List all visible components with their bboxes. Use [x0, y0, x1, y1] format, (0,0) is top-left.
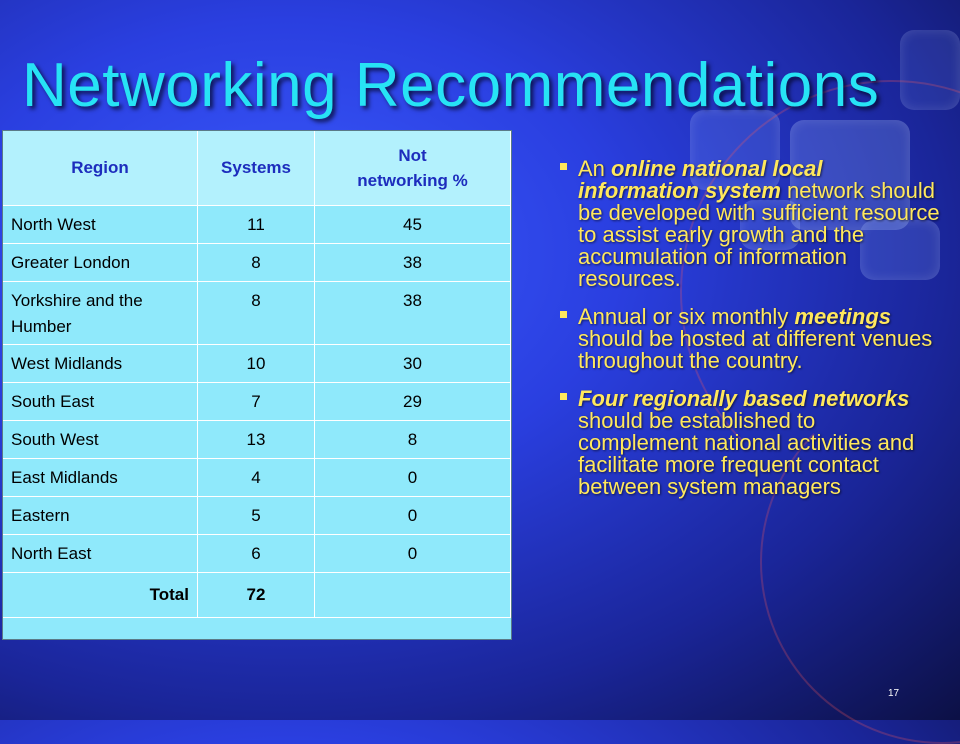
table-row	[3, 282, 511, 345]
table-total-row	[3, 573, 511, 618]
table-row	[3, 497, 511, 535]
cell-systems: 13	[198, 421, 315, 459]
cell-pct: 38	[315, 244, 511, 282]
cell-pct: 0	[315, 535, 511, 573]
bullet-square-icon	[560, 163, 567, 170]
cell-systems: 5	[198, 497, 315, 535]
cell-region: North West	[3, 206, 198, 244]
bullet-text-plain: An	[578, 156, 612, 181]
slide-title: Networking Recommendations	[22, 51, 880, 120]
cell-region: North East	[3, 535, 198, 573]
recommendation-list	[560, 158, 940, 514]
cell-pct: 45	[315, 206, 511, 244]
cell-region: South East	[3, 383, 198, 421]
cell-systems: 4	[198, 459, 315, 497]
bullet-text-plain: should be established to complement national activities and facilitate more frequent contact between system managers	[578, 408, 915, 499]
cell-systems: 10	[198, 345, 315, 383]
cell-pct: 38	[315, 282, 511, 345]
header-systems: Systems	[198, 131, 315, 206]
cell-region: Yorkshire and the Humber	[3, 282, 198, 345]
bullet-text-emphasis: meetings	[794, 304, 892, 329]
cell-systems: 8	[198, 282, 315, 345]
cell-pct: 0	[315, 459, 511, 497]
table-header-row	[3, 131, 511, 206]
page-number: 17	[888, 688, 900, 699]
bullet-text-plain: Annual or six monthly	[578, 304, 795, 329]
cell-systems: 8	[198, 244, 315, 282]
bullet-text-emphasis: online national local information system	[578, 156, 823, 203]
table-row	[3, 244, 511, 282]
table-row	[3, 421, 511, 459]
cell-total-pct	[315, 573, 511, 618]
region-table	[2, 130, 512, 640]
cell-region: West Midlands	[3, 345, 198, 383]
list-item	[560, 388, 940, 498]
cell-pct: 30	[315, 345, 511, 383]
cell-total-systems: 72	[198, 573, 315, 618]
bullet-text-plain: should be hosted at different venues throughout the country.	[578, 326, 933, 373]
cell-systems: 6	[198, 535, 315, 573]
bullet-square-icon	[560, 311, 567, 318]
cell-region: South West	[3, 421, 198, 459]
list-item	[560, 306, 940, 372]
header-not-networking: Not networking %	[315, 131, 511, 206]
header-region: Region	[3, 131, 198, 206]
bullet-text-plain: network should be developed with sufficient resource to assist early growth and the accumulation of information resources.	[578, 178, 940, 291]
table-row	[3, 459, 511, 497]
cell-systems: 7	[198, 383, 315, 421]
cell-pct: 8	[315, 421, 511, 459]
cell-region: Greater London	[3, 244, 198, 282]
list-item	[560, 158, 940, 290]
table-row	[3, 345, 511, 383]
bullet-text-emphasis: Four regionally based networks	[578, 386, 910, 411]
cell-pct: 29	[315, 383, 511, 421]
bullet-square-icon	[560, 393, 567, 400]
table-row	[3, 383, 511, 421]
table-row	[3, 535, 511, 573]
table-row	[3, 206, 511, 244]
cell-region: East Midlands	[3, 459, 198, 497]
cell-systems: 11	[198, 206, 315, 244]
cell-total-label: Total	[3, 573, 198, 618]
cell-region: Eastern	[3, 497, 198, 535]
cell-pct: 0	[315, 497, 511, 535]
